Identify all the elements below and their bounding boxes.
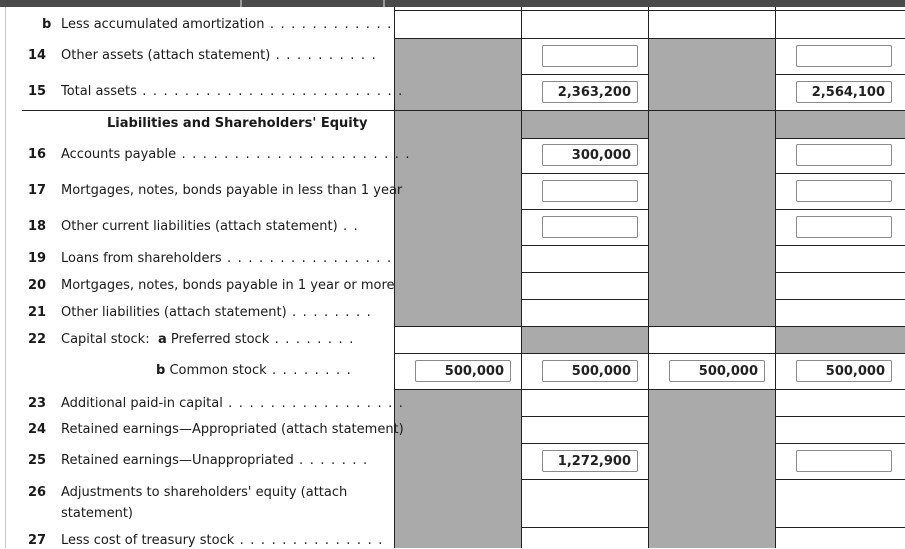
other-assets-end-input[interactable] xyxy=(796,45,892,67)
common-stock-c-input[interactable] xyxy=(669,360,765,382)
grid-line xyxy=(394,38,905,39)
other-current-liabilities-beginning-input[interactable] xyxy=(542,216,638,238)
line-label: Adjustments to shareholders' equity (attach xyxy=(61,485,348,500)
disabled-cell-col-a xyxy=(394,390,521,548)
grid-line xyxy=(521,272,648,273)
grid-line xyxy=(521,299,648,300)
grid-line xyxy=(521,416,648,417)
grid-line xyxy=(775,272,905,273)
grid-line xyxy=(775,74,905,75)
line-label: Loans from shareholders xyxy=(61,251,222,266)
grid-line xyxy=(775,138,905,139)
accounts-payable-end-input[interactable] xyxy=(796,144,892,166)
mortgages-short-end-input[interactable] xyxy=(796,180,892,202)
grid-line xyxy=(775,173,905,174)
leader-dots: . . . . . . . . . . . . . . . . xyxy=(221,251,393,266)
grid-line xyxy=(521,527,648,528)
sub-letter: a xyxy=(158,332,167,347)
line-label: Other current liabilities (attach statement) xyxy=(61,219,338,234)
line-number: 16 xyxy=(28,147,47,162)
line-label-continued: statement) xyxy=(61,506,134,521)
other-assets-beginning-input[interactable] xyxy=(542,45,638,67)
leader-dots: . . . . . . . . . . . . . . . . . xyxy=(222,396,405,411)
line-label: Retained earnings—Appropriated (attach statement) xyxy=(61,422,404,437)
line-label: Accounts payable xyxy=(61,147,177,162)
grid-line xyxy=(521,479,648,480)
leader-dots: . . . . . . . . . . . . . . . . . . . . . . xyxy=(176,147,411,162)
line-number: 21 xyxy=(28,305,47,320)
line-label: Less accumulated amortization xyxy=(61,17,265,32)
leader-dots: . . . . . . . . . . . . . . xyxy=(234,533,384,548)
line-label: Total assets xyxy=(61,84,137,99)
accounts-payable-beginning-input[interactable] xyxy=(542,144,638,166)
grid-line xyxy=(521,173,648,174)
retained-unappropriated-beginning-input[interactable] xyxy=(542,450,638,472)
grid-line xyxy=(648,7,649,548)
line-number: 17 xyxy=(28,183,47,198)
sub-label: Common stock xyxy=(169,363,267,378)
line-number: 15 xyxy=(28,84,47,99)
common-stock-a-input[interactable] xyxy=(415,360,511,382)
grid-line xyxy=(394,389,905,390)
line-number: 24 xyxy=(28,422,47,437)
line-number: b xyxy=(42,17,52,32)
grid-line xyxy=(22,110,905,111)
column-tick xyxy=(383,0,385,7)
line-number: 26 xyxy=(28,485,47,500)
grid-line xyxy=(394,10,905,11)
grid-line xyxy=(394,326,905,327)
column-tick xyxy=(240,0,242,7)
grid-line xyxy=(775,479,905,480)
line-label: Additional paid-in capital xyxy=(61,396,223,411)
disabled-cell-col-d xyxy=(775,327,905,354)
line-number: 27 xyxy=(28,533,47,548)
line-number: 20 xyxy=(28,278,47,293)
grid-line xyxy=(521,138,648,139)
leader-dots: . . . . . . . . xyxy=(286,305,372,320)
line-number: 25 xyxy=(28,453,47,468)
total-assets-end-input[interactable] xyxy=(796,81,892,103)
leader-dots: . . . . . . . . . . . . . . . . . . . . . . . . . xyxy=(136,84,404,99)
grid-line xyxy=(521,74,648,75)
top-scroll-bar xyxy=(0,0,905,7)
left-border xyxy=(5,7,6,548)
line-label: Other liabilities (attach statement) xyxy=(61,305,287,320)
line-label: Less cost of treasury stock xyxy=(61,533,235,548)
line-label: Mortgages, notes, bonds payable in less than 1 year xyxy=(61,183,403,198)
grid-line xyxy=(521,7,522,548)
leader-dots: . . . . . . . xyxy=(293,453,369,468)
grid-line xyxy=(775,209,905,210)
grid-line xyxy=(775,245,905,246)
grid-line xyxy=(775,416,905,417)
line-number: 18 xyxy=(28,219,47,234)
disabled-cell-col-b xyxy=(521,327,648,354)
line-label: Mortgages, notes, bonds payable in 1 year or more xyxy=(61,278,395,293)
line-number: 22 xyxy=(28,332,47,347)
grid-line xyxy=(521,443,648,444)
disabled-cell-col-d xyxy=(775,111,905,138)
retained-unappropriated-end-input[interactable] xyxy=(796,450,892,472)
total-assets-beginning-input[interactable] xyxy=(542,81,638,103)
disabled-cell-col-c xyxy=(648,390,775,548)
line-number: 23 xyxy=(28,396,47,411)
sub-letter: b xyxy=(156,363,166,378)
leader-dots: . . xyxy=(337,219,360,234)
grid-line xyxy=(775,527,905,528)
line-number: 14 xyxy=(28,48,47,63)
leader-dots: . . . . . . . . xyxy=(266,363,352,378)
grid-line xyxy=(775,299,905,300)
disabled-cell-col-c xyxy=(648,39,775,327)
leader-dots: . . . . . . . . . . xyxy=(270,48,377,63)
common-stock-d-input[interactable] xyxy=(796,360,892,382)
leader-dots: . . . . . . . . . . . . xyxy=(264,17,393,32)
disabled-cell-col-b xyxy=(521,111,648,138)
sub-label: Preferred stock xyxy=(170,332,270,347)
line-label: Other assets (attach statement) xyxy=(61,48,271,63)
disabled-cell-col-a xyxy=(394,39,521,327)
grid-line xyxy=(775,7,776,548)
grid-line xyxy=(394,353,905,354)
grid-line xyxy=(521,245,648,246)
other-current-liabilities-end-input[interactable] xyxy=(796,216,892,238)
section-heading: Liabilities and Shareholders' Equity xyxy=(107,116,368,131)
line-label: Retained earnings—Unappropriated xyxy=(61,453,294,468)
line-number: 19 xyxy=(28,251,47,266)
line-label: Capital stock: xyxy=(61,332,150,347)
grid-line xyxy=(775,443,905,444)
common-stock-b-input[interactable] xyxy=(542,360,638,382)
leader-dots: . . . . . . . . xyxy=(269,332,355,347)
grid-line xyxy=(521,209,648,210)
mortgages-short-beginning-input[interactable] xyxy=(542,180,638,202)
